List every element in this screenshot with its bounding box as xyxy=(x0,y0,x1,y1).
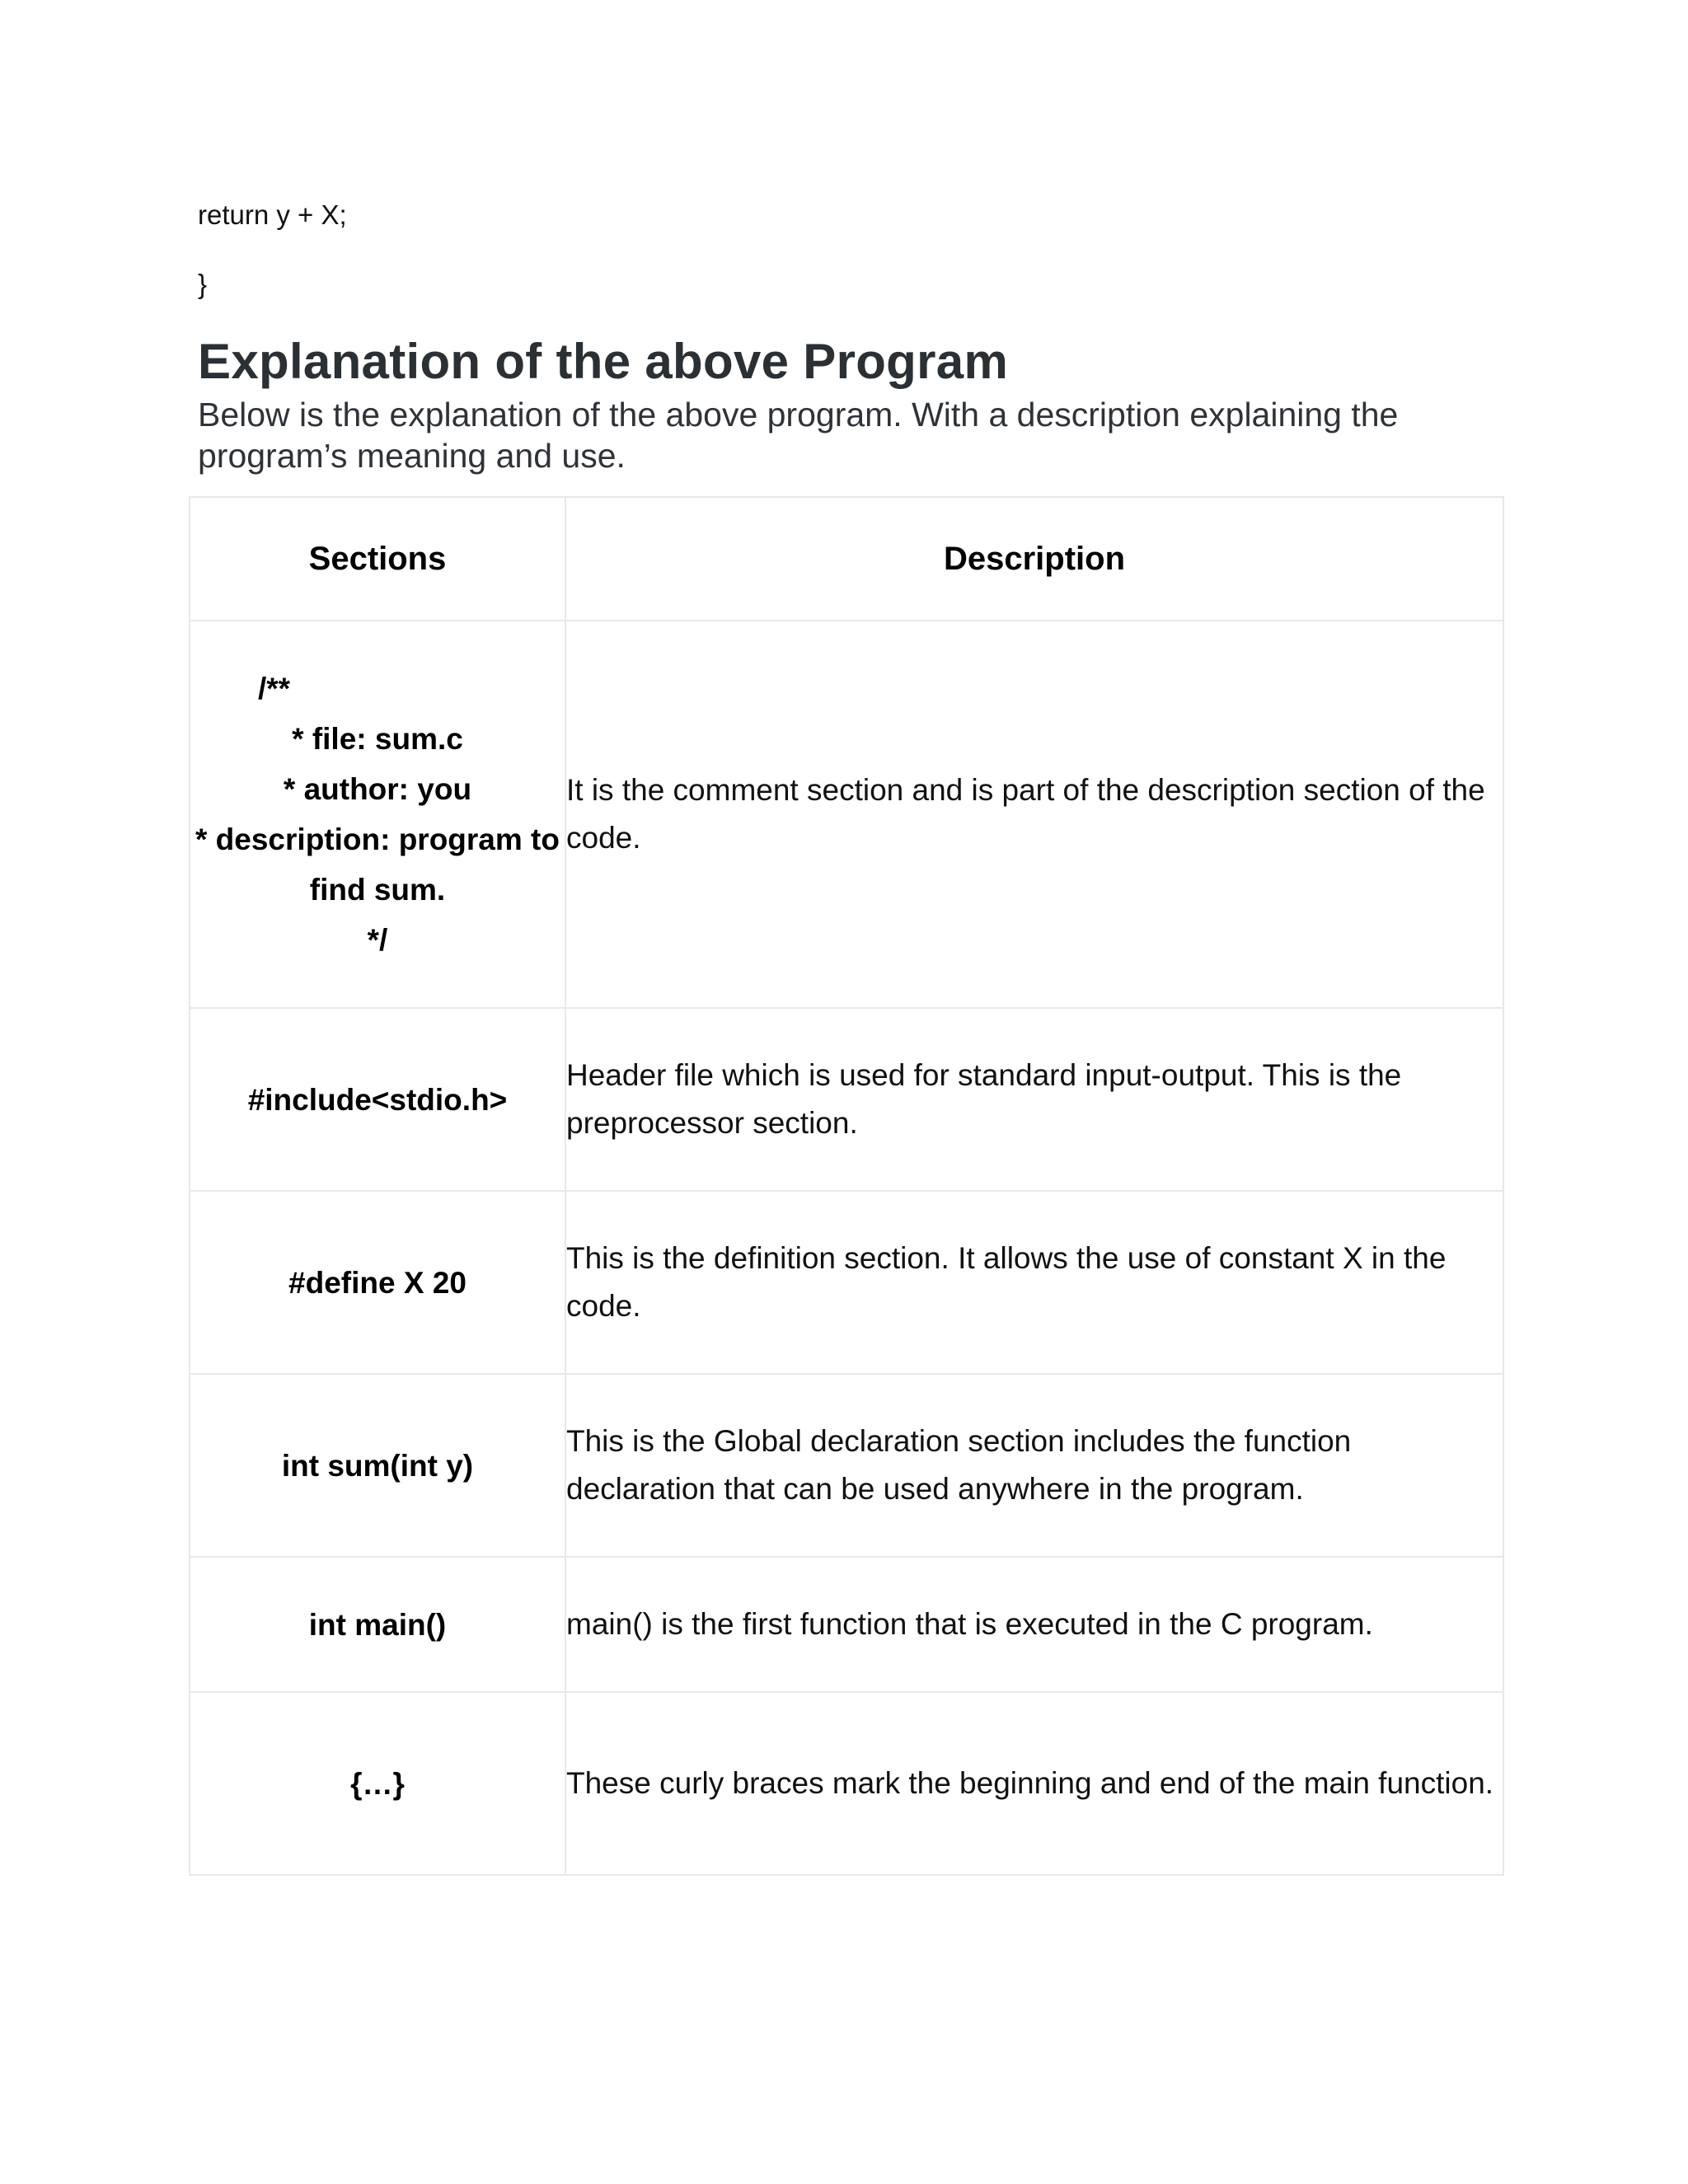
intro-paragraph: Below is the explanation of the above program. With a description explaining the program’s meaning and use. xyxy=(198,396,1399,475)
description-cell: These curly braces mark the beginning and end of the main function. xyxy=(565,1692,1503,1875)
comment-line: * description: program to find sum. xyxy=(195,823,560,907)
comment-line: /** xyxy=(258,672,291,705)
section-cell: int main() xyxy=(190,1557,565,1692)
description-cell: This is the definition section. It allows the use of constant X in the code. xyxy=(565,1191,1503,1374)
table-header-row xyxy=(190,497,1503,621)
table-row xyxy=(190,1008,1503,1191)
comment-line: * file: sum.c xyxy=(292,722,463,756)
section-cell: int sum(int y) xyxy=(190,1374,565,1557)
comment-line: */ xyxy=(367,923,388,957)
description-cell: It is the comment section and is part of the description section of the code. xyxy=(565,621,1503,1008)
table-row xyxy=(190,621,1503,1008)
header-sections: Sections xyxy=(190,497,565,621)
table-row xyxy=(190,1692,1503,1875)
table-row xyxy=(190,1557,1503,1692)
description-cell: Header file which is used for standard input-output. This is the preprocessor section. xyxy=(565,1008,1503,1191)
description-cell: main() is the first function that is executed in the C program. xyxy=(565,1557,1503,1692)
comment-line: * author: you xyxy=(283,772,472,806)
table-row xyxy=(190,1191,1503,1374)
section-cell: #include<stdio.h> xyxy=(190,1008,565,1191)
section-cell-comment xyxy=(190,621,565,1008)
code-return-line: return y + X; xyxy=(198,199,347,230)
header-description: Description xyxy=(565,497,1503,621)
page-title: Explanation of the above Program xyxy=(198,334,1009,389)
table-row xyxy=(190,1374,1503,1557)
description-cell: This is the Global declaration section includes the function declaration that can be used anywhere in the program. xyxy=(565,1374,1503,1557)
sections-table xyxy=(189,496,1504,1876)
section-cell: #define X 20 xyxy=(190,1191,565,1374)
code-closing-brace: } xyxy=(198,269,208,299)
section-cell: {…} xyxy=(190,1692,565,1875)
